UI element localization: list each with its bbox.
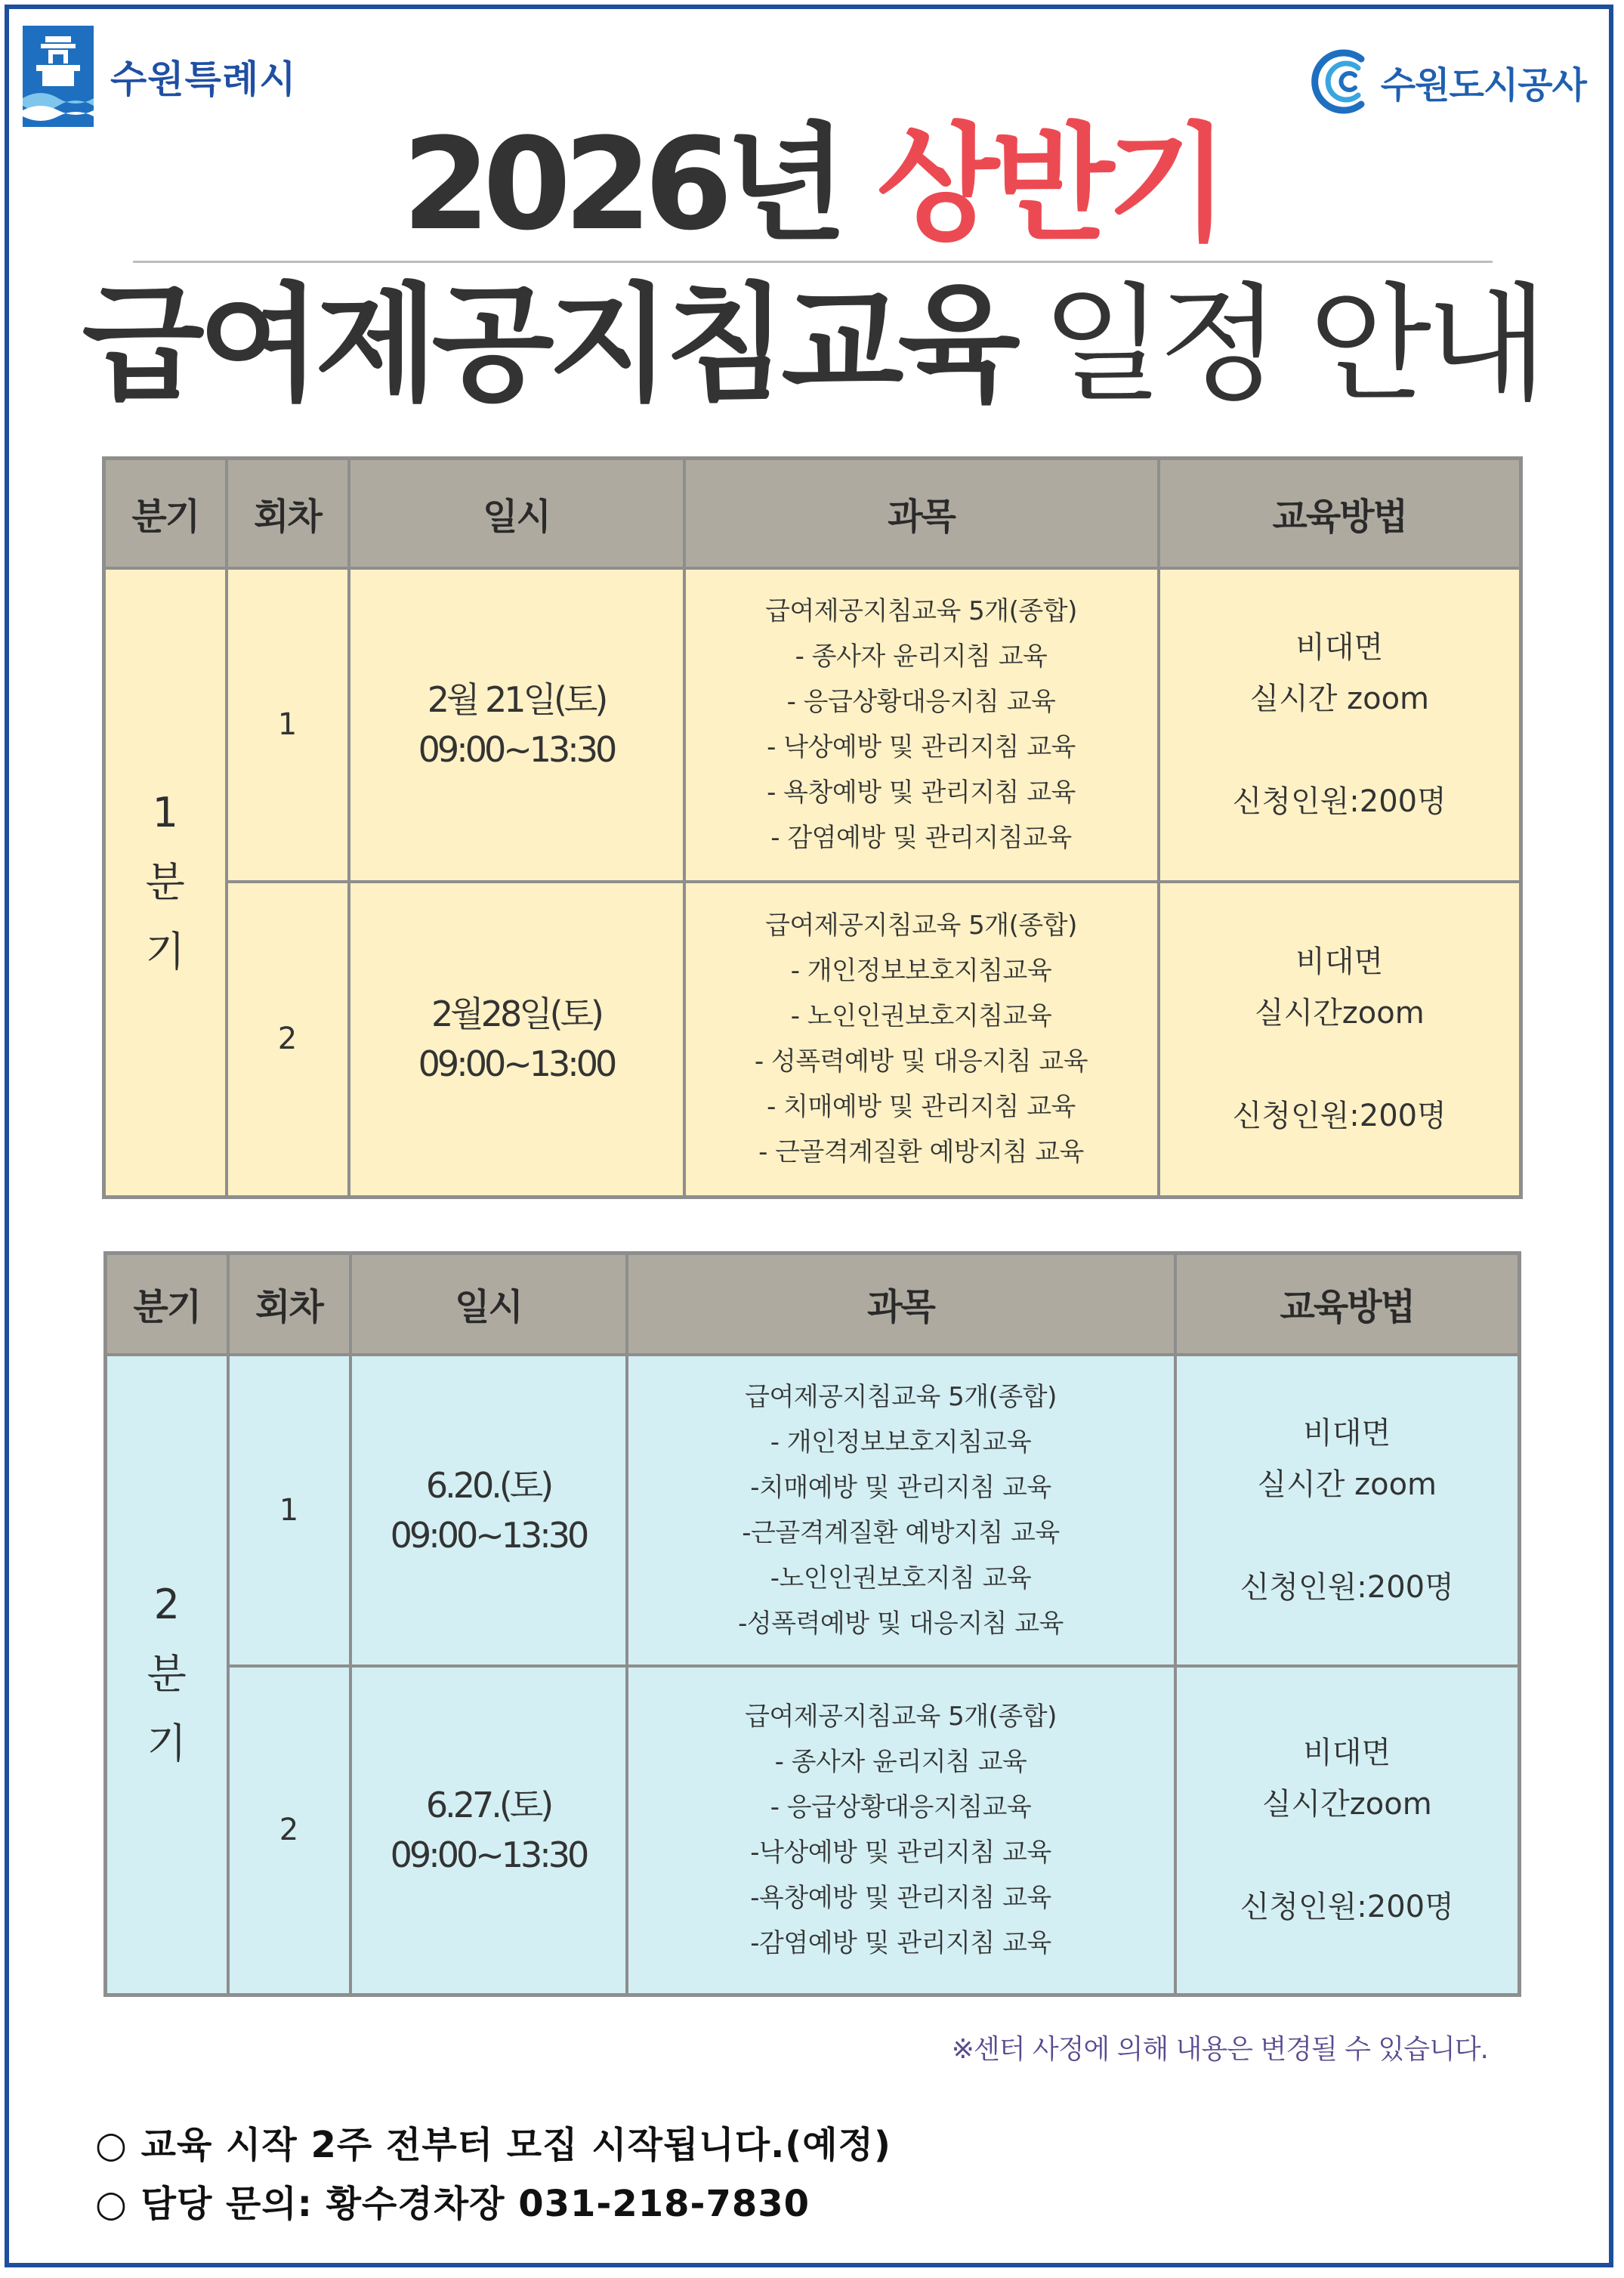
title-year: 2026년: [402, 110, 841, 258]
subtitle-suffix: 일정 안내: [1041, 270, 1542, 419]
title-half: 상반기: [876, 110, 1222, 258]
header-subject: 과목: [627, 1253, 1175, 1355]
recruit-info: ○ 교육 시작 2주 전부터 모집 시작됩니다.(예정): [95, 2124, 891, 2166]
date-cell: 6.20.(토) 09:00~13:30: [350, 1355, 627, 1666]
suwon-urban-corp-name: 수원도시공사: [1380, 63, 1586, 107]
subject-cell: 급여제공지침교육 5개(종합) - 종사자 윤리지침 교육 - 응급상황대응지침교육 -낙상예방 및 관리지침 교육 -욕창예방 및 관리지침 교육 -감염예방 및 관리지침 교육: [627, 1666, 1175, 1995]
method-cell: 비대면 실시간zoom 신청인원:200명: [1159, 882, 1521, 1198]
page-title: [0, 110, 1624, 258]
date-cell: 2월28일(토) 09:00~13:00: [349, 882, 684, 1198]
swirl-c-icon: [1308, 47, 1378, 116]
method-cell: 비대면 실시간zoom 신청인원:200명: [1175, 1666, 1520, 1995]
subject-cell: 급여제공지침교육 5개(종합) - 개인정보보호지침교육 - 노인인권보호지침교육 - 성폭력예방 및 대응지침 교육 - 치매예방 및 관리지침 교육 - 근골격계질환 예방지침 교육: [684, 882, 1159, 1198]
round-cell: 1: [228, 1355, 350, 1666]
round-cell: 1: [227, 568, 349, 882]
header-quarter: 분기: [106, 1253, 228, 1355]
header-date: 일시: [349, 459, 684, 568]
table-row: [106, 1666, 1520, 1995]
header-quarter: 분기: [104, 459, 227, 568]
change-notice: ※센터 사정에 의해 내용은 변경될 수 있습니다.: [951, 2034, 1488, 2065]
subject-cell: 급여제공지침교육 5개(종합) - 개인정보보호지침교육 -치매예방 및 관리지침 교육 -근골격계질환 예방지침 교육 -노인인권보호지침 교육 -성폭력예방 및 대응지침 교육: [627, 1355, 1175, 1666]
table-row: [104, 568, 1521, 882]
round-cell: 2: [227, 882, 349, 1198]
subject-cell: 급여제공지침교육 5개(종합) - 종사자 윤리지침 교육 - 응급상황대응지침 교육 - 낙상예방 및 관리지침 교육 - 욕창예방 및 관리지침 교육 - 감염예방 및 관리지침교육: [684, 568, 1159, 882]
subtitle-main: 급여제공지침교육: [82, 270, 1014, 419]
method-cell: 비대면 실시간 zoom 신청인원:200명: [1159, 568, 1521, 882]
header-round: 회차: [227, 459, 349, 568]
schedule-table-q2: [103, 1251, 1521, 1997]
method-cell: 비대면 실시간 zoom 신청인원:200명: [1175, 1355, 1520, 1666]
title-divider: [133, 261, 1493, 263]
table-row: [104, 882, 1521, 1198]
header-method: 교육방법: [1159, 459, 1521, 568]
date-cell: 2월 21일(토) 09:00~13:30: [349, 568, 684, 882]
table-row: [106, 1355, 1520, 1666]
table-header-row: [104, 459, 1521, 568]
quarter-cell: 2 분 기: [106, 1355, 228, 1995]
round-cell: 2: [228, 1666, 350, 1995]
quarter-cell: 1 분 기: [104, 568, 227, 1198]
page-subtitle: [0, 270, 1624, 419]
suwon-city-name: 수원특례시: [110, 57, 297, 101]
fortress-gate-icon: [23, 26, 94, 127]
header-date: 일시: [350, 1253, 627, 1355]
date-cell: 6.27.(토) 09:00~13:30: [350, 1666, 627, 1995]
schedule-table-q1: [102, 456, 1523, 1199]
header-round: 회차: [228, 1253, 350, 1355]
header-method: 교육방법: [1175, 1253, 1520, 1355]
suwon-urban-corp-logo: [1308, 47, 1586, 116]
suwon-city-logo: [23, 26, 297, 127]
table-header-row: [106, 1253, 1520, 1355]
header-subject: 과목: [684, 459, 1159, 568]
contact-info: ○ 담당 문의: 황수경차장 031-218-7830: [95, 2183, 810, 2225]
